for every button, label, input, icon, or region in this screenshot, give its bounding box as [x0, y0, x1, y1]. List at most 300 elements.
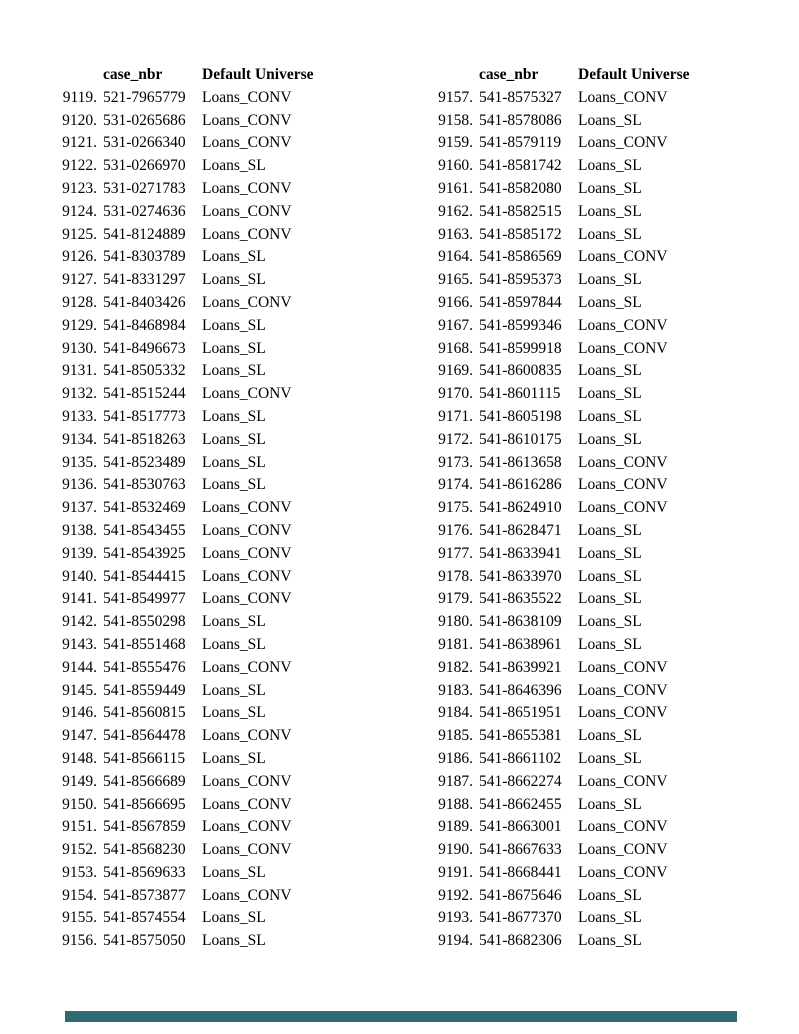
- case-number: 541-8655381: [479, 727, 562, 745]
- universe-value: Loans_SL: [202, 430, 266, 448]
- table-row: [55, 613, 314, 636]
- case-number: 541-8624910: [479, 499, 562, 517]
- table-row: [55, 818, 314, 841]
- table-row: [431, 362, 690, 385]
- table-row: [55, 408, 314, 431]
- table-row: [431, 659, 690, 682]
- case-number: 541-8523489: [103, 453, 186, 471]
- universe-value: Loans_SL: [202, 453, 266, 471]
- row-index: 9170.: [438, 385, 473, 403]
- table-row: [55, 431, 314, 454]
- table-row: [431, 317, 690, 340]
- row-index: 9187.: [438, 772, 473, 790]
- universe-value: Loans_CONV: [202, 499, 292, 517]
- case-number: 541-8663001: [479, 818, 562, 836]
- universe-value: Loans_SL: [578, 202, 642, 220]
- table-row: [55, 773, 314, 796]
- row-index: 9120.: [62, 111, 97, 129]
- table-column-left: [55, 66, 314, 955]
- universe-value: Loans_CONV: [202, 886, 292, 904]
- universe-value: Loans_CONV: [202, 134, 292, 152]
- row-index: 9122.: [62, 157, 97, 175]
- case-number: 541-8559449: [103, 681, 186, 699]
- table-row: [55, 294, 314, 317]
- universe-value: Loans_SL: [202, 681, 266, 699]
- table-row: [55, 385, 314, 408]
- universe-value: Loans_SL: [578, 271, 642, 289]
- case-number: 531-0266970: [103, 157, 186, 175]
- row-index: 9161.: [438, 179, 473, 197]
- case-number: 541-8667633: [479, 841, 562, 859]
- row-index: 9191.: [438, 863, 473, 881]
- table-row: [55, 157, 314, 180]
- case-number: 541-8550298: [103, 613, 186, 631]
- case-number: 541-8569633: [103, 863, 186, 881]
- row-index: 9152.: [62, 841, 97, 859]
- case-number: 541-8682306: [479, 932, 562, 950]
- row-index: 9123.: [62, 179, 97, 197]
- row-index: 9157.: [438, 88, 473, 106]
- universe-value: Loans_SL: [202, 362, 266, 380]
- universe-value: Loans_SL: [578, 111, 642, 129]
- case-number: 541-8543455: [103, 521, 186, 539]
- universe-value: Loans_CONV: [578, 681, 668, 699]
- table-header: [55, 66, 314, 89]
- universe-value: Loans_CONV: [202, 727, 292, 745]
- universe-value: Loans_SL: [578, 179, 642, 197]
- case-number: 541-8567859: [103, 818, 186, 836]
- col-header-case-nbr: case_nbr: [479, 66, 539, 83]
- row-index: 9169.: [438, 362, 473, 380]
- universe-value: Loans_CONV: [202, 202, 292, 220]
- case-number: 541-8586569: [479, 248, 562, 266]
- case-number: 541-8675646: [479, 886, 562, 904]
- table-column-right: [431, 66, 690, 955]
- universe-value: Loans_SL: [202, 339, 266, 357]
- row-index: 9131.: [62, 362, 97, 380]
- table-row: [431, 932, 690, 955]
- table-row: [55, 522, 314, 545]
- row-index: 9176.: [438, 521, 473, 539]
- universe-value: Loans_CONV: [202, 590, 292, 608]
- table-row: [431, 682, 690, 705]
- row-index: 9147.: [62, 727, 97, 745]
- case-number: 541-8582080: [479, 179, 562, 197]
- case-number: 541-8638109: [479, 613, 562, 631]
- universe-value: Loans_SL: [578, 362, 642, 380]
- row-index: 9181.: [438, 635, 473, 653]
- case-number: 541-8560815: [103, 704, 186, 722]
- table-row: [431, 294, 690, 317]
- row-index: 9129.: [62, 316, 97, 334]
- table-row: [55, 499, 314, 522]
- universe-value: Loans_SL: [578, 157, 642, 175]
- universe-value: Loans_SL: [578, 407, 642, 425]
- case-number: 541-8564478: [103, 727, 186, 745]
- universe-value: Loans_SL: [202, 749, 266, 767]
- universe-value: Loans_CONV: [202, 772, 292, 790]
- case-number: 541-8610175: [479, 430, 562, 448]
- row-index: 9179.: [438, 590, 473, 608]
- row-index: 9132.: [62, 385, 97, 403]
- row-index: 9141.: [62, 590, 97, 608]
- table-row: [431, 271, 690, 294]
- table-row: [431, 499, 690, 522]
- case-number: 541-8599346: [479, 316, 562, 334]
- universe-value: Loans_SL: [578, 521, 642, 539]
- table-row: [55, 476, 314, 499]
- case-number: 541-8651951: [479, 704, 562, 722]
- row-index: 9165.: [438, 271, 473, 289]
- case-number: 541-8515244: [103, 385, 186, 403]
- universe-value: Loans_SL: [202, 932, 266, 950]
- case-number: 541-8582515: [479, 202, 562, 220]
- row-index: 9188.: [438, 795, 473, 813]
- universe-value: Loans_SL: [202, 863, 266, 881]
- universe-value: Loans_SL: [578, 613, 642, 631]
- table-row: [55, 226, 314, 249]
- table-row: [55, 545, 314, 568]
- case-number: 541-8662455: [479, 795, 562, 813]
- table-row: [55, 89, 314, 112]
- case-number: 541-8568230: [103, 841, 186, 859]
- universe-value: Loans_CONV: [578, 499, 668, 517]
- universe-value: Loans_CONV: [202, 795, 292, 813]
- case-number: 541-8661102: [479, 749, 562, 767]
- row-index: 9192.: [438, 886, 473, 904]
- row-index: 9149.: [62, 772, 97, 790]
- table-row: [55, 203, 314, 226]
- universe-value: Loans_SL: [578, 909, 642, 927]
- table-row: [55, 134, 314, 157]
- table-row: [431, 796, 690, 819]
- table-row: [431, 385, 690, 408]
- table-header: [431, 66, 690, 89]
- row-index: 9151.: [62, 818, 97, 836]
- universe-value: Loans_SL: [578, 932, 642, 950]
- universe-value: Loans_CONV: [578, 841, 668, 859]
- row-index: 9148.: [62, 749, 97, 767]
- case-number: 541-8574554: [103, 909, 186, 927]
- row-index: 9154.: [62, 886, 97, 904]
- table-row: [55, 704, 314, 727]
- table-row: [431, 454, 690, 477]
- case-number: 541-8616286: [479, 476, 562, 494]
- table-row: [55, 796, 314, 819]
- table-row: [431, 864, 690, 887]
- row-index: 9125.: [62, 225, 97, 243]
- case-number: 541-8601115: [479, 385, 561, 403]
- case-number: 541-8595373: [479, 271, 562, 289]
- table-row: [431, 431, 690, 454]
- table-row: [431, 887, 690, 910]
- universe-value: Loans_SL: [202, 407, 266, 425]
- row-index: 9155.: [62, 909, 97, 927]
- col-header-case-nbr: case_nbr: [103, 66, 163, 83]
- row-index: 9174.: [438, 476, 473, 494]
- row-index: 9184.: [438, 704, 473, 722]
- table-row: [55, 909, 314, 932]
- table-row: [55, 317, 314, 340]
- row-index: 9182.: [438, 658, 473, 676]
- case-number: 541-8585172: [479, 225, 562, 243]
- table-row: [55, 932, 314, 955]
- footer-bar: [65, 1011, 737, 1022]
- case-number: 541-8579119: [479, 134, 562, 152]
- row-index: 9126.: [62, 248, 97, 266]
- case-number: 541-8496673: [103, 339, 186, 357]
- row-index: 9171.: [438, 407, 473, 425]
- row-index: 9159.: [438, 134, 473, 152]
- case-number: 541-8468984: [103, 316, 186, 334]
- universe-value: Loans_SL: [202, 635, 266, 653]
- universe-value: Loans_CONV: [578, 476, 668, 494]
- table-row: [55, 340, 314, 363]
- universe-value: Loans_SL: [578, 430, 642, 448]
- row-index: 9124.: [62, 202, 97, 220]
- case-number: 541-8633970: [479, 567, 562, 585]
- row-index: 9145.: [62, 681, 97, 699]
- universe-value: Loans_CONV: [202, 521, 292, 539]
- universe-value: Loans_CONV: [202, 293, 292, 311]
- row-index: 9127.: [62, 271, 97, 289]
- row-index: 9189.: [438, 818, 473, 836]
- universe-value: Loans_CONV: [578, 772, 668, 790]
- universe-value: Loans_SL: [578, 293, 642, 311]
- universe-value: Loans_CONV: [578, 339, 668, 357]
- row-index: 9138.: [62, 521, 97, 539]
- row-index: 9121.: [62, 134, 97, 152]
- table-row: [431, 727, 690, 750]
- universe-value: Loans_CONV: [578, 134, 668, 152]
- row-index: 9194.: [438, 932, 473, 950]
- universe-value: Loans_SL: [578, 635, 642, 653]
- row-index: 9142.: [62, 613, 97, 631]
- case-number: 541-8517773: [103, 407, 186, 425]
- case-number: 541-8543925: [103, 544, 186, 562]
- row-index: 9128.: [62, 293, 97, 311]
- table-row: [431, 248, 690, 271]
- universe-value: Loans_CONV: [578, 248, 668, 266]
- case-number: 541-8605198: [479, 407, 562, 425]
- table-row: [431, 203, 690, 226]
- table-row: [55, 248, 314, 271]
- case-number: 541-8403426: [103, 293, 186, 311]
- universe-value: Loans_CONV: [578, 818, 668, 836]
- table-row: [431, 636, 690, 659]
- row-index: 9164.: [438, 248, 473, 266]
- universe-value: Loans_SL: [202, 476, 266, 494]
- universe-value: Loans_CONV: [202, 567, 292, 585]
- case-number: 541-8613658: [479, 453, 562, 471]
- case-number: 541-8544415: [103, 567, 186, 585]
- case-number: 541-8635522: [479, 590, 562, 608]
- row-index: 9153.: [62, 863, 97, 881]
- row-index: 9119.: [62, 88, 97, 106]
- row-index: 9166.: [438, 293, 473, 311]
- universe-value: Loans_SL: [578, 795, 642, 813]
- case-number: 541-8303789: [103, 248, 186, 266]
- row-index: 9185.: [438, 727, 473, 745]
- case-number: 541-8505332: [103, 362, 186, 380]
- col-header-default-universe: Default Universe: [202, 66, 314, 83]
- row-index: 9168.: [438, 339, 473, 357]
- case-number: 541-8573877: [103, 886, 186, 904]
- table-row: [431, 408, 690, 431]
- table-row: [431, 704, 690, 727]
- case-number: 541-8633941: [479, 544, 562, 562]
- case-number: 541-8575050: [103, 932, 186, 950]
- row-index: 9150.: [62, 795, 97, 813]
- universe-value: Loans_SL: [578, 886, 642, 904]
- case-number: 541-8581742: [479, 157, 562, 175]
- table-row: [431, 134, 690, 157]
- case-number: 541-8639921: [479, 658, 562, 676]
- table-row: [431, 340, 690, 363]
- case-number: 541-8124889: [103, 225, 186, 243]
- universe-value: Loans_SL: [202, 271, 266, 289]
- universe-value: Loans_CONV: [202, 179, 292, 197]
- row-index: 9144.: [62, 658, 97, 676]
- case-number: 541-8599918: [479, 339, 562, 357]
- case-number: 531-0271783: [103, 179, 186, 197]
- case-number: 541-8662274: [479, 772, 562, 790]
- table-row: [431, 750, 690, 773]
- case-number: 531-0266340: [103, 134, 186, 152]
- universe-value: Loans_CONV: [202, 841, 292, 859]
- row-index: 9134.: [62, 430, 97, 448]
- universe-value: Loans_SL: [578, 567, 642, 585]
- universe-value: Loans_CONV: [578, 704, 668, 722]
- case-number: 541-8518263: [103, 430, 186, 448]
- universe-value: Loans_CONV: [578, 863, 668, 881]
- table-row: [55, 636, 314, 659]
- table-row: [431, 89, 690, 112]
- table-row: [431, 476, 690, 499]
- universe-value: Loans_CONV: [578, 88, 668, 106]
- row-index: 9135.: [62, 453, 97, 471]
- case-number: 541-8628471: [479, 521, 562, 539]
- case-number: 541-8566695: [103, 795, 186, 813]
- table-row: [55, 659, 314, 682]
- table-row: [431, 157, 690, 180]
- row-index: 9162.: [438, 202, 473, 220]
- table-row: [431, 180, 690, 203]
- row-index: 9193.: [438, 909, 473, 927]
- table-row: [431, 773, 690, 796]
- table-row: [55, 590, 314, 613]
- row-index: 9156.: [62, 932, 97, 950]
- table-row: [431, 590, 690, 613]
- universe-value: Loans_CONV: [578, 658, 668, 676]
- universe-value: Loans_CONV: [202, 111, 292, 129]
- table-row: [431, 226, 690, 249]
- case-number: 541-8551468: [103, 635, 186, 653]
- case-number: 541-8677370: [479, 909, 562, 927]
- universe-value: Loans_SL: [202, 316, 266, 334]
- universe-value: Loans_SL: [578, 385, 642, 403]
- table-row: [55, 271, 314, 294]
- universe-value: Loans_SL: [202, 613, 266, 631]
- row-index: 9158.: [438, 111, 473, 129]
- row-index: 9146.: [62, 704, 97, 722]
- table-row: [431, 841, 690, 864]
- table-row: [431, 909, 690, 932]
- row-index: 9186.: [438, 749, 473, 767]
- universe-value: Loans_CONV: [202, 658, 292, 676]
- case-number: 541-8600835: [479, 362, 562, 380]
- row-index: 9163.: [438, 225, 473, 243]
- case-number: 521-7965779: [103, 88, 186, 106]
- table-row: [55, 454, 314, 477]
- case-number: 531-0274636: [103, 202, 186, 220]
- row-index: 9143.: [62, 635, 97, 653]
- table-row: [55, 112, 314, 135]
- row-index: 9130.: [62, 339, 97, 357]
- universe-value: Loans_SL: [202, 157, 266, 175]
- table-row: [55, 887, 314, 910]
- table-row: [431, 545, 690, 568]
- case-number: 541-8668441: [479, 863, 562, 881]
- case-number: 541-8575327: [479, 88, 562, 106]
- row-index: 9133.: [62, 407, 97, 425]
- table-row: [431, 568, 690, 591]
- universe-value: Loans_CONV: [202, 385, 292, 403]
- case-number: 541-8331297: [103, 271, 186, 289]
- table-row: [55, 864, 314, 887]
- case-number: 531-0265686: [103, 111, 186, 129]
- universe-value: Loans_CONV: [578, 453, 668, 471]
- universe-value: Loans_CONV: [202, 818, 292, 836]
- row-index: 9172.: [438, 430, 473, 448]
- table-row: [55, 180, 314, 203]
- col-header-default-universe: Default Universe: [578, 66, 690, 83]
- case-number: 541-8530763: [103, 476, 186, 494]
- row-index: 9160.: [438, 157, 473, 175]
- universe-value: Loans_SL: [202, 704, 266, 722]
- case-number: 541-8638961: [479, 635, 562, 653]
- row-index: 9180.: [438, 613, 473, 631]
- row-index: 9177.: [438, 544, 473, 562]
- universe-value: Loans_CONV: [202, 544, 292, 562]
- table-row: [55, 750, 314, 773]
- universe-value: Loans_SL: [578, 225, 642, 243]
- universe-value: Loans_SL: [202, 248, 266, 266]
- row-index: 9139.: [62, 544, 97, 562]
- row-index: 9136.: [62, 476, 97, 494]
- case-number: 541-8532469: [103, 499, 186, 517]
- row-index: 9175.: [438, 499, 473, 517]
- case-number: 541-8566115: [103, 749, 186, 767]
- table-row: [55, 362, 314, 385]
- universe-value: Loans_SL: [578, 749, 642, 767]
- table-row: [55, 568, 314, 591]
- case-number: 541-8578086: [479, 111, 562, 129]
- table-row: [55, 682, 314, 705]
- case-number: 541-8549977: [103, 590, 186, 608]
- case-number: 541-8646396: [479, 681, 562, 699]
- table-row: [431, 112, 690, 135]
- row-index: 9178.: [438, 567, 473, 585]
- row-index: 9183.: [438, 681, 473, 699]
- universe-value: Loans_SL: [578, 544, 642, 562]
- universe-value: Loans_CONV: [202, 225, 292, 243]
- row-index: 9173.: [438, 453, 473, 471]
- case-number: 541-8597844: [479, 293, 562, 311]
- universe-value: Loans_SL: [578, 727, 642, 745]
- row-index: 9137.: [62, 499, 97, 517]
- universe-value: Loans_CONV: [578, 316, 668, 334]
